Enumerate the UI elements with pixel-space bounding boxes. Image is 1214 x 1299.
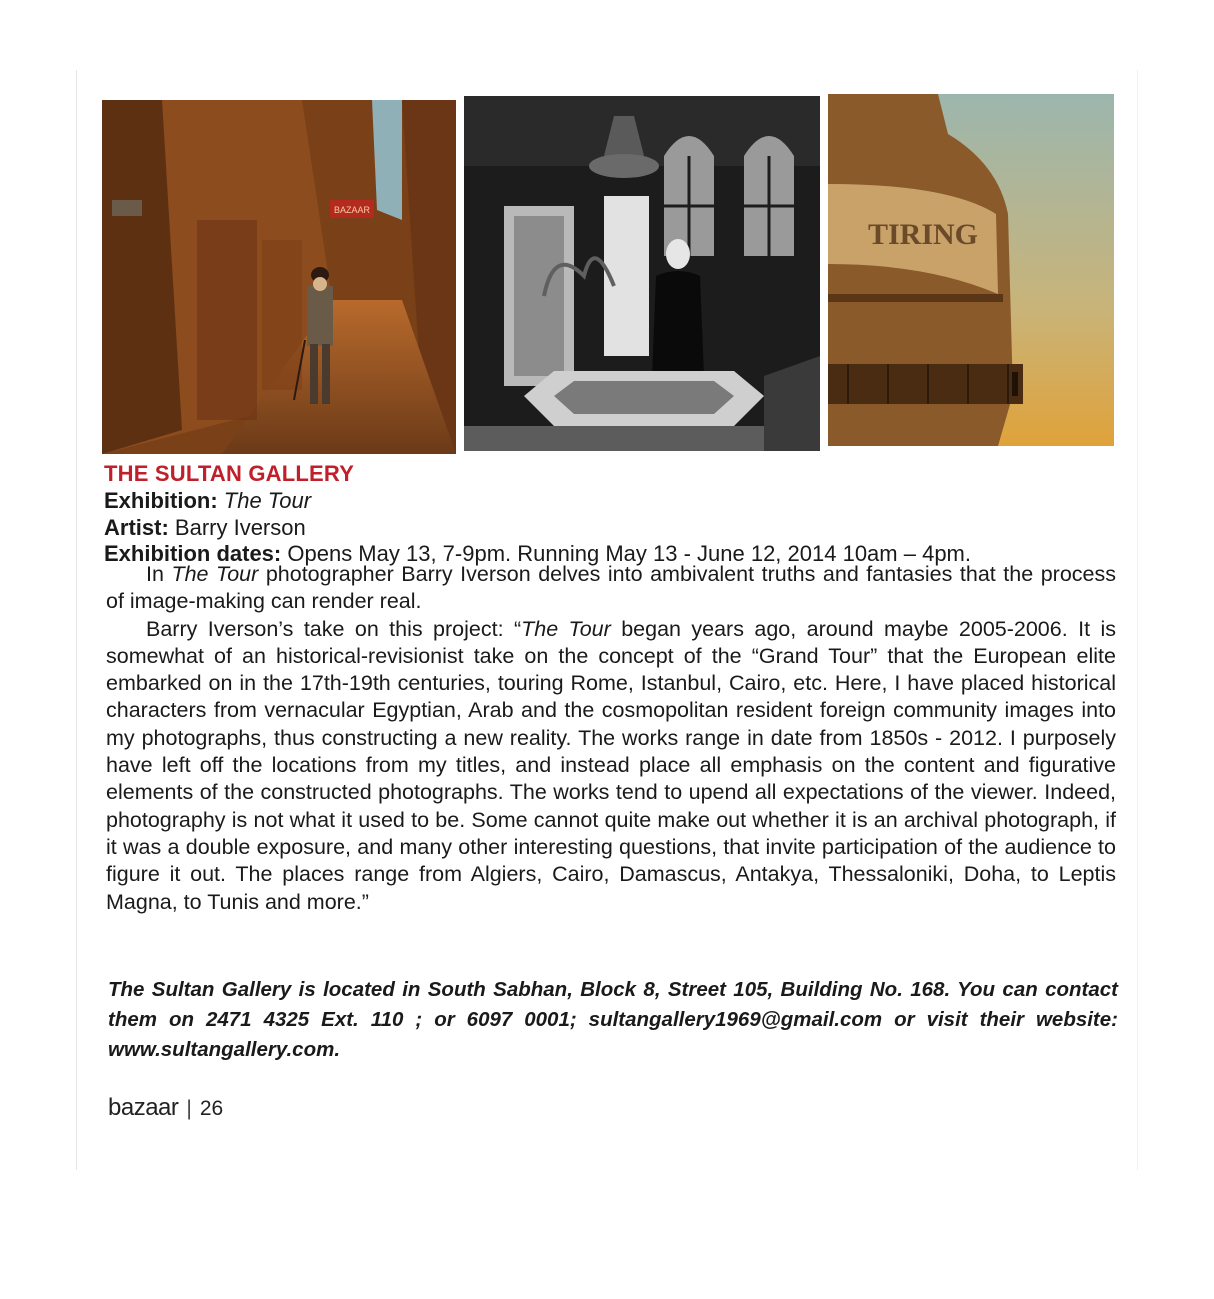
p1-post: photographer Barry Iverson delves into ambivalent truths and fantasies that the process of image-making can render real.: [106, 562, 1116, 614]
p2-post: began years ago, around maybe 2005-2006. It is somewhat of an historical-revisionist take on the concept of the “Grand Tour” that the European elite embarked on in the 17th-19th centuries, touring Rome, Istanbul, Cairo, etc. Here, I have placed historical characters from vernacular Egyptian, Arab and the cosmopolitan resident foreign community images into my photographs, thus constructing a new reality. The works range in date from 1850s - 2012. I purposely have left off the locations from my titles, and instead place all emphasis on the content and figurative elements of the constructed photographs. The works tend to upend all expectations of the viewer. Indeed, photography is not what it used to be. Some cannot quite make out whether it is an archival photograph, if it was a double exposure, and many other interesting questions, that invite participation of the audience to figure it out. The places range from Algiers, Cairo, Damascus, Antakya, Thessaloniki, Doha, to Leptis Magna, to Tunis and more.”: [106, 616, 1116, 914]
artist-label: Artist:: [104, 515, 169, 540]
photo-building-tiring: [828, 94, 1114, 446]
artist-name: Barry Iverson: [174, 515, 306, 540]
exhibition-line: [104, 488, 311, 514]
photo-alley-man: [102, 100, 456, 454]
artist-line: [104, 515, 306, 541]
alley-illustration: [102, 100, 456, 454]
paragraph-intro: [106, 561, 1116, 616]
gallery-heading: THE SULTAN GALLERY: [104, 461, 355, 486]
p2-title: The Tour: [521, 616, 611, 641]
p2-pre: Barry Iverson’s take on this project: “: [146, 616, 522, 641]
dates-label: Exhibition dates:: [104, 541, 282, 566]
p1-title: The Tour: [171, 562, 259, 586]
courtyard-illustration: [464, 96, 820, 451]
contact-info: The Sultan Gallery is located in South Sabhan, Block 8, Street 105, Building No. 168. You can contact them on 2471 4325 Ext. 110 ; or 6097 0001; sultangallery1969@gmail.com or visit their website: www.sultangallery.com.: [108, 978, 1118, 1061]
magazine-logo: bazaar: [108, 1094, 179, 1121]
exhibition-title: The Tour: [223, 488, 312, 513]
bazaar-sign: BAZAAR: [333, 205, 371, 215]
building-illustration: [828, 94, 1114, 446]
exhibition-label: Exhibition:: [104, 488, 218, 513]
dates-text: Opens May 13, 7-9pm. Running May 13 - June 12, 2014 10am – 4pm.: [287, 541, 971, 566]
article-body: [106, 561, 1116, 916]
footer-separator: |: [186, 1097, 192, 1120]
tiring-sign: TIRING: [867, 218, 979, 251]
p1-pre: In: [146, 562, 172, 586]
photo-courtyard-woman: [464, 96, 820, 451]
page-footer: [108, 1094, 223, 1122]
paragraph-quote: [106, 616, 1116, 916]
page-number: 26: [199, 1097, 224, 1120]
